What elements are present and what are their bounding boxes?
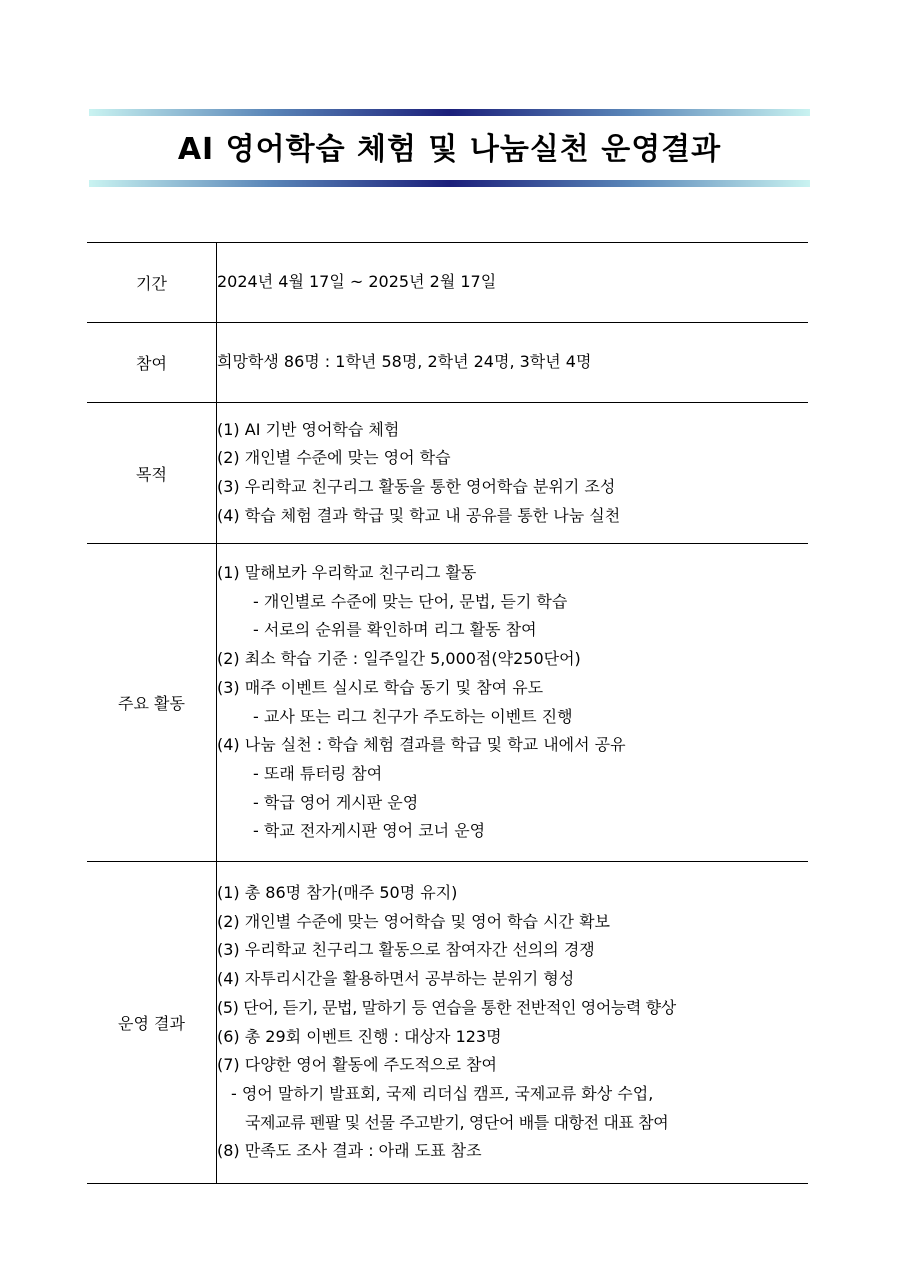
content-line: (1) AI 기반 영어학습 체험: [217, 419, 400, 439]
content-line: (7) 다양한 영어 활동에 주도적으로 참여: [217, 1055, 497, 1075]
content-line: (2) 개인별 수준에 맞는 영어학습 및 영어 학습 시간 확보: [217, 911, 611, 931]
title-bar-top: [89, 109, 810, 116]
row-results: [87, 862, 808, 1184]
row-period: [87, 243, 808, 323]
content-line: (1) 총 86명 참가(매주 50명 유지): [217, 883, 458, 903]
content-line: - 서로의 순위를 확인하며 리그 활동 참여: [253, 620, 537, 640]
row-purpose: [87, 403, 808, 544]
content-line: (8) 만족도 조사 결과 : 아래 도표 참조: [217, 1141, 482, 1161]
content-line: (4) 나눔 실천 : 학습 체험 결과를 학급 및 학교 내에서 공유: [217, 735, 626, 755]
row-label: 운영 결과: [87, 862, 217, 1184]
content-line: (1) 말해보카 우리학교 친구리그 활동: [217, 563, 477, 583]
row-activities: [87, 544, 808, 862]
row-content: [217, 243, 809, 323]
content-line: - 교사 또는 리그 친구가 주도하는 이벤트 진행: [253, 706, 573, 726]
content-line: (5) 단어, 듣기, 문법, 말하기 등 연습을 통한 전반적인 영어능력 향상: [217, 997, 676, 1017]
row-content: [217, 544, 809, 862]
content-line: 희망학생 86명 : 1학년 58명, 2학년 24명, 3학년 4명: [217, 352, 592, 372]
content-line: (2) 개인별 수준에 맞는 영어 학습: [217, 448, 451, 468]
content-line: - 학교 전자게시판 영어 코너 운영: [253, 821, 486, 841]
content-line: - 또래 튜터링 참여: [253, 763, 383, 783]
row-label: 주요 활동: [87, 544, 217, 862]
content-line: (4) 자투리시간을 활용하면서 공부하는 분위기 형성: [217, 969, 575, 989]
content-line: (6) 총 29회 이벤트 진행 : 대상자 123명: [217, 1026, 502, 1046]
content-line: (2) 최소 학습 기준 : 일주일간 5,000점(약250단어): [217, 649, 581, 669]
content-line: - 영어 말하기 발표회, 국제 리더십 캠프, 국제교류 화상 수업,: [231, 1083, 654, 1103]
info-table: [87, 242, 808, 1184]
page-title: AI 영어학습 체험 및 나눔실천 운영결과: [177, 132, 722, 167]
row-participation: [87, 323, 808, 403]
row-content: [217, 403, 809, 544]
row-label: 목적: [87, 403, 217, 544]
content-line: (4) 학습 체험 결과 학급 및 학교 내 공유를 통한 나눔 실천: [217, 505, 621, 525]
row-label: 기간: [87, 243, 217, 323]
content-line: (3) 매주 이벤트 실시로 학습 동기 및 참여 유도: [217, 677, 544, 697]
row-label: 참여: [87, 323, 217, 403]
content-line: (3) 우리학교 친구리그 활동으로 참여자간 선의의 경쟁: [217, 940, 595, 960]
row-content: [217, 862, 809, 1184]
content-line: - 개인별로 수준에 맞는 단어, 문법, 듣기 학습: [253, 591, 568, 611]
content-line: 2024년 4월 17일 ~ 2025년 2월 17일: [217, 272, 497, 292]
content-line: - 학급 영어 게시판 운영: [253, 792, 419, 812]
title-bar-bottom: [89, 180, 810, 187]
row-content: [217, 323, 809, 403]
content-line: (3) 우리학교 친구리그 활동을 통한 영어학습 분위기 조성: [217, 477, 616, 496]
content-line: 국제교류 펜팔 및 선물 주고받기, 영단어 배틀 대항전 대표 참여: [245, 1112, 669, 1132]
